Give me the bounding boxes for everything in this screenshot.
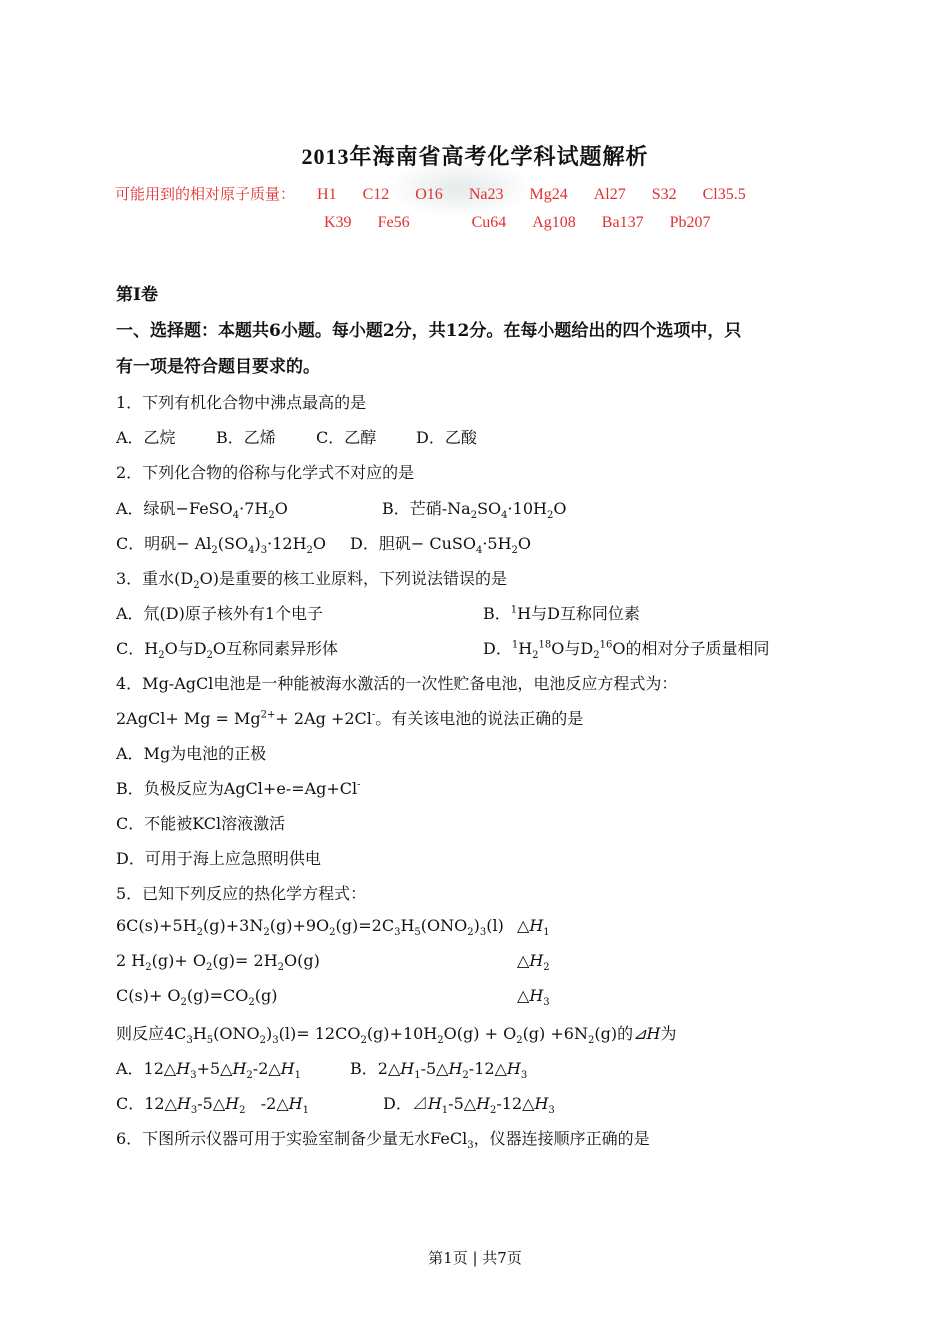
q1-option-d: D．乙酸: [416, 428, 477, 447]
q5-dh2: $\triangle H_2$: [517, 951, 550, 974]
section-instructions: 一、选择题：本题共6小题。每小题2分，共12分。在每小题给出的四个选项中，只: [116, 321, 742, 341]
atomic-mass-item: Al27: [593, 186, 626, 203]
atomic-mass-item: Mg24: [529, 186, 568, 203]
q4-option-b: B．负极反应为AgCl+e-=Ag+Cl-: [116, 779, 361, 798]
q6-stem-a: 6．下图所示仪器可用于实验室制备少量无水FeCl: [116, 1129, 468, 1148]
q4-equation-text: 。有关该电池的说法正确的是: [375, 709, 584, 728]
q5-dh3: $\triangle H_3$: [517, 986, 550, 1009]
q4-b-text: B．负极反应为AgCl+e-=Ag+Cl: [116, 779, 358, 798]
atomic-mass-item: K39: [324, 214, 352, 231]
q5-dh1: $\triangle H_1$: [517, 916, 550, 939]
q2-a-text: A．绿矾−FeSO: [116, 499, 233, 518]
atomic-mass-item: Fe56: [377, 214, 410, 231]
atomic-mass-item: O16: [415, 186, 443, 203]
q3-c-b: O互称同素异形体: [212, 639, 339, 658]
q2-option-d: D．胆矾− $CuSO_4\cdot 5H_2O$: [350, 534, 532, 557]
q5-option-c: C．$12\triangle H_3-5\triangle H_2$ $-2\triangle H_1$: [116, 1094, 309, 1117]
q5-option-d: D．$⊿H_1-5\triangle H_2-12\triangle H_3$: [383, 1094, 555, 1117]
q2-option-c: C．明矾− $Al_2(SO_4)_3\cdot 12H_2O$: [116, 534, 327, 557]
q4-option-a: A．Mg为电池的正极: [116, 744, 267, 763]
q3-b-text: H与D互称同位素: [517, 604, 640, 623]
atomic-mass-label: 可能用到的相对原子质量：: [115, 185, 296, 203]
q5-stem: 5．已知下列反应的热化学方程式：: [116, 884, 367, 903]
q5-equation-3: $C(s)+ O_2(g)=CO_2(g)$: [116, 986, 278, 1009]
q3-stem: 3．重水$(D_2O)$是重要的核工业原料，下列说法错误的是: [116, 569, 508, 592]
q4-option-c: C．不能被KCl溶液激活: [116, 814, 286, 833]
q3-option-c: C．$H_2O$与$D_2O$互称同素异形体: [116, 639, 339, 662]
volume-heading: 第I卷: [116, 285, 158, 305]
q4-stem: 4．Mg-AgCl电池是一种能被海水激活的一次性贮备电池，电池反应方程式为：: [116, 674, 678, 693]
q6-stem-b: ，仪器连接顺序正确的是: [473, 1129, 650, 1148]
section-instructions-cont: 有一项是符合题目要求的。: [116, 357, 320, 377]
q2-c-text: C．明矾− Al: [116, 534, 212, 553]
q4-option-d: D．可用于海上应急照明供电: [116, 849, 321, 868]
q5-target: 则反应$4C_3H_5(ONO_2)_3(l)= 12CO_2(g)+10H_2O(g) + O_2(g) +6N_2(g)$的⊿H为: [116, 1024, 677, 1047]
atomic-mass-item: H1: [317, 186, 337, 203]
q1-option-c: C．乙醇: [316, 428, 377, 447]
q3-option-d: D．$^1H_2^{18}O$与$D_2^{16}O$的相对分子质量相同: [483, 639, 770, 662]
atomic-mass-item: Ba137: [601, 214, 644, 231]
atomic-mass-item: Ag108: [532, 214, 576, 231]
atomic-mass-item: S32: [651, 186, 677, 203]
q3-d-text: O的相对分子质量相同: [612, 639, 770, 658]
q5-equation-2: 2 $H_2(g)+ O_2(g)= 2H_2O(g)$: [116, 951, 320, 974]
q4-equation: 2AgCl+ $Mg = Mg^{2+}+ 2Ag +2Cl^-$。有关该电池的说法正确的是: [116, 709, 584, 728]
atomic-mass-row-2: [324, 214, 732, 232]
q6-stem: 6．下图所示仪器可用于实验室制备少量无水FeCl$_3$，仪器连接顺序正确的是: [116, 1129, 650, 1152]
q1-options: [116, 425, 477, 448]
q3-stem-a: 3．重水(D: [116, 569, 194, 588]
q1-stem: 1．下列有机化合物中沸点最高的是: [116, 393, 367, 412]
atomic-mass-item: C12: [362, 186, 390, 203]
q5-option-b: B．$2\triangle H_1-5\triangle H_2-12\triangle H_3$: [350, 1059, 528, 1082]
q1-option-b: B．乙烯: [216, 428, 276, 447]
q3-c-a: C．H: [116, 639, 159, 658]
atomic-mass-item: Pb207: [669, 214, 711, 231]
atomic-mass-item: Cu64: [471, 214, 507, 231]
page-title: 2013年海南省高考化学科试题解析: [301, 144, 649, 169]
atomic-mass-row-1: [115, 183, 768, 204]
q3-option-a: A．氘(D)原子核外有1个电子: [116, 604, 324, 623]
q5-equation-1: $6C(s)+5H_2(g)+3N_2(g)+9O_2(g)=2C_3H_5(ONO_2)_3(l)$: [116, 916, 504, 939]
atomic-mass-item: Na23: [468, 186, 504, 203]
atomic-mass-item: Cl35.5: [702, 186, 746, 203]
page-footer: 第1页 | 共7页: [428, 1249, 522, 1267]
q3-stem-b: O)是重要的核工业原料，下列说法错误的是: [199, 569, 508, 588]
q2-option-a: A．绿矾$-FeSO_4\cdot 7H_2O$: [116, 499, 288, 522]
q3-option-b: B．$^1$H与D互称同位素: [483, 604, 640, 623]
q2-stem: 2．下列化合物的俗称与化学式不对应的是: [116, 463, 415, 482]
q2-d-text: D．胆矾− CuSO: [350, 534, 476, 553]
q2-b-text: B．芒硝-Na: [382, 499, 471, 518]
q2-option-b: B．芒硝$-Na_2SO_4\cdot 10H_2O$: [382, 499, 567, 522]
q1-option-a: A．乙烷: [116, 428, 176, 447]
q5-option-a: A．$12\triangle H_3+5\triangle H_2-2\triangle H_1$: [116, 1059, 301, 1082]
q5-target-text: 为: [660, 1024, 677, 1043]
